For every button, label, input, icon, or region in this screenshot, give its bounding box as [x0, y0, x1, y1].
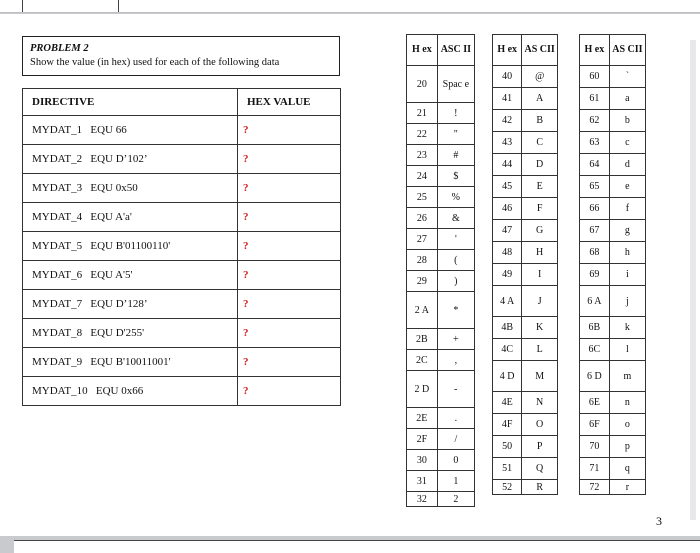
hex-code-cell: 4 D — [493, 361, 522, 392]
ascii-row — [580, 286, 646, 317]
hex-code-cell: 66 — [580, 198, 610, 220]
ascii-row — [407, 329, 475, 350]
hex-column-header: H ex — [407, 35, 438, 66]
ascii-row — [407, 187, 475, 208]
ascii-table-header — [580, 35, 646, 66]
hex-code-cell: 43 — [493, 132, 522, 154]
ascii-char-cell: E — [522, 176, 558, 198]
hex-code-cell: 6 D — [580, 361, 610, 392]
ascii-char-cell: / — [437, 429, 474, 450]
hex-value-cell: ? — [238, 377, 341, 406]
ascii-char-cell: R — [522, 480, 558, 495]
ascii-row — [493, 198, 558, 220]
ascii-char-cell: ) — [437, 271, 474, 292]
hex-code-cell: 71 — [580, 458, 610, 480]
ascii-char-cell: e — [609, 176, 645, 198]
hex-code-cell: 2 D — [407, 371, 438, 408]
hex-code-cell: 67 — [580, 220, 610, 242]
ascii-char-cell: 0 — [437, 450, 474, 471]
hex-code-cell: 40 — [493, 66, 522, 88]
hex-value-cell: ? — [238, 116, 341, 145]
ascii-char-cell: Q — [522, 458, 558, 480]
ascii-row — [580, 176, 646, 198]
directive-row — [23, 145, 341, 174]
hex-code-cell: 2E — [407, 408, 438, 429]
hex-code-cell: 42 — [493, 110, 522, 132]
ascii-char-cell: @ — [522, 66, 558, 88]
directive-column-header: DIRECTIVE — [23, 89, 238, 116]
ascii-row — [407, 350, 475, 371]
ascii-row — [580, 198, 646, 220]
hex-code-cell: 20 — [407, 66, 438, 103]
ascii-row — [407, 208, 475, 229]
hex-code-cell: 4E — [493, 392, 522, 414]
ascii-column-header: ASC II — [437, 35, 474, 66]
ascii-row — [407, 371, 475, 408]
ascii-row — [407, 271, 475, 292]
ascii-char-cell: b — [609, 110, 645, 132]
ascii-row — [580, 361, 646, 392]
ascii-row — [580, 480, 646, 495]
ascii-row — [407, 450, 475, 471]
ascii-char-cell: , — [437, 350, 474, 371]
ascii-char-cell: B — [522, 110, 558, 132]
ascii-char-cell: # — [437, 145, 474, 166]
hex-value-cell: ? — [238, 348, 341, 377]
hex-code-cell: 45 — [493, 176, 522, 198]
hex-code-cell: 23 — [407, 145, 438, 166]
ascii-table-3 — [579, 34, 646, 495]
hex-code-cell: 60 — [580, 66, 610, 88]
ascii-row — [493, 339, 558, 361]
directive-cell: MYDAT_3 EQU 0x50 — [23, 174, 238, 203]
ascii-row — [407, 408, 475, 429]
hex-value-cell: ? — [238, 232, 341, 261]
hex-code-cell: 41 — [493, 88, 522, 110]
ascii-char-cell: G — [522, 220, 558, 242]
hex-code-cell: 6 A — [580, 286, 610, 317]
directive-cell: MYDAT_7 EQU D’128’ — [23, 290, 238, 319]
ascii-column-header: AS CII — [609, 35, 645, 66]
ascii-char-cell: l — [609, 339, 645, 361]
directive-row — [23, 116, 341, 145]
ascii-row — [493, 286, 558, 317]
previous-page-rule — [22, 0, 23, 12]
ascii-row — [407, 229, 475, 250]
hex-code-cell: 50 — [493, 436, 522, 458]
ascii-char-cell: Spac e — [437, 66, 474, 103]
directive-cell: MYDAT_1 EQU 66 — [23, 116, 238, 145]
hex-code-cell: 4F — [493, 414, 522, 436]
ascii-char-cell: h — [609, 242, 645, 264]
hex-code-cell: 2 A — [407, 292, 438, 329]
ascii-row — [407, 292, 475, 329]
hex-code-cell: 26 — [407, 208, 438, 229]
problem-instruction: Show the value (in hex) used for each of the following data — [30, 57, 280, 68]
ascii-char-cell: L — [522, 339, 558, 361]
ascii-row — [493, 458, 558, 480]
ascii-row — [580, 242, 646, 264]
hex-code-cell: 44 — [493, 154, 522, 176]
previous-page-edge — [0, 0, 700, 13]
ascii-row — [407, 471, 475, 492]
hex-code-cell: 49 — [493, 264, 522, 286]
ascii-column-header: AS CII — [522, 35, 558, 66]
hex-code-cell: 24 — [407, 166, 438, 187]
problem-box — [22, 36, 340, 76]
ascii-row — [493, 176, 558, 198]
ascii-row — [493, 220, 558, 242]
hex-value-cell: ? — [238, 290, 341, 319]
ascii-row — [407, 166, 475, 187]
directive-cell: MYDAT_8 EQU D'255' — [23, 319, 238, 348]
ascii-row — [407, 66, 475, 103]
ascii-row — [580, 458, 646, 480]
hex-code-cell: 6B — [580, 317, 610, 339]
ascii-row — [407, 250, 475, 271]
ascii-char-cell: F — [522, 198, 558, 220]
previous-page-rule — [118, 0, 119, 12]
ascii-char-cell: H — [522, 242, 558, 264]
ascii-table-header — [407, 35, 475, 66]
hex-code-cell: 32 — [407, 492, 438, 507]
scrollbar-track[interactable] — [690, 40, 696, 520]
ascii-row — [580, 339, 646, 361]
hex-value-cell: ? — [238, 174, 341, 203]
ascii-char-cell: ` — [609, 66, 645, 88]
ascii-char-cell: ! — [437, 103, 474, 124]
ascii-char-cell: r — [609, 480, 645, 495]
directive-cell: MYDAT_4 EQU A'a' — [23, 203, 238, 232]
ascii-row — [580, 264, 646, 286]
hex-code-cell: 51 — [493, 458, 522, 480]
ascii-char-cell: . — [437, 408, 474, 429]
hex-column-header: H ex — [493, 35, 522, 66]
ascii-row — [493, 361, 558, 392]
hex-code-cell: 2C — [407, 350, 438, 371]
directive-table-body — [23, 116, 341, 406]
ascii-char-cell: q — [609, 458, 645, 480]
ascii-char-cell: A — [522, 88, 558, 110]
directive-cell: MYDAT_6 EQU A'5' — [23, 261, 238, 290]
hex-code-cell: 63 — [580, 132, 610, 154]
ascii-char-cell: ' — [437, 229, 474, 250]
ascii-row — [580, 110, 646, 132]
ascii-char-cell: n — [609, 392, 645, 414]
ascii-char-cell: I — [522, 264, 558, 286]
ascii-char-cell: p — [609, 436, 645, 458]
ascii-char-cell: O — [522, 414, 558, 436]
ascii-char-cell: a — [609, 88, 645, 110]
hex-column-header: H ex — [580, 35, 610, 66]
ascii-row — [493, 414, 558, 436]
ascii-row — [493, 110, 558, 132]
ascii-row — [407, 103, 475, 124]
hex-code-cell: 46 — [493, 198, 522, 220]
ascii-row — [580, 88, 646, 110]
ascii-row — [407, 124, 475, 145]
directive-cell: MYDAT_5 EQU B'01100110' — [23, 232, 238, 261]
ascii-row — [580, 414, 646, 436]
ascii-char-cell: J — [522, 286, 558, 317]
ascii-row — [493, 436, 558, 458]
ascii-table-1 — [406, 34, 475, 507]
directive-row — [23, 232, 341, 261]
hex-value-cell: ? — [238, 261, 341, 290]
ascii-row — [493, 264, 558, 286]
ascii-row — [580, 317, 646, 339]
directive-cell: MYDAT_10 EQU 0x66 — [23, 377, 238, 406]
hex-code-cell: 47 — [493, 220, 522, 242]
hex-code-cell: 65 — [580, 176, 610, 198]
hex-code-cell: 4C — [493, 339, 522, 361]
hex-code-cell: 68 — [580, 242, 610, 264]
hex-code-cell: 61 — [580, 88, 610, 110]
ascii-char-cell: 2 — [437, 492, 474, 507]
ascii-row — [580, 132, 646, 154]
ascii-row — [493, 392, 558, 414]
ascii-row — [407, 429, 475, 450]
ascii-row — [493, 480, 558, 495]
ascii-row — [580, 154, 646, 176]
ascii-char-cell: C — [522, 132, 558, 154]
ascii-char-cell: N — [522, 392, 558, 414]
directive-cell: MYDAT_2 EQU D’102’ — [23, 145, 238, 174]
hex-code-cell: 6E — [580, 392, 610, 414]
hex-value-cell: ? — [238, 203, 341, 232]
ascii-char-cell: M — [522, 361, 558, 392]
directive-row — [23, 174, 341, 203]
hex-value-cell: ? — [238, 319, 341, 348]
hex-code-cell: 2F — [407, 429, 438, 450]
hex-value-cell: ? — [238, 145, 341, 174]
ascii-char-cell: i — [609, 264, 645, 286]
ascii-char-cell: d — [609, 154, 645, 176]
hex-code-cell: 4 A — [493, 286, 522, 317]
directive-row — [23, 261, 341, 290]
ascii-char-cell: j — [609, 286, 645, 317]
directive-cell: MYDAT_9 EQU B'10011001' — [23, 348, 238, 377]
ascii-char-cell: " — [437, 124, 474, 145]
ascii-row — [580, 436, 646, 458]
hex-code-cell: 22 — [407, 124, 438, 145]
hex-code-cell: 25 — [407, 187, 438, 208]
directive-table-header — [23, 89, 341, 116]
ascii-row — [493, 242, 558, 264]
next-page-edge — [14, 540, 700, 553]
ascii-char-cell: f — [609, 198, 645, 220]
directive-row — [23, 290, 341, 319]
hex-code-cell: 28 — [407, 250, 438, 271]
directive-row — [23, 348, 341, 377]
directive-row — [23, 203, 341, 232]
hex-code-cell: 48 — [493, 242, 522, 264]
hex-code-cell: 52 — [493, 480, 522, 495]
hex-code-cell: 72 — [580, 480, 610, 495]
ascii-row — [580, 220, 646, 242]
ascii-char-cell: c — [609, 132, 645, 154]
hex-code-cell: 62 — [580, 110, 610, 132]
directive-row — [23, 319, 341, 348]
ascii-char-cell: 1 — [437, 471, 474, 492]
ascii-char-cell: + — [437, 329, 474, 350]
ascii-char-cell: % — [437, 187, 474, 208]
hex-code-cell: 6F — [580, 414, 610, 436]
ascii-char-cell: g — [609, 220, 645, 242]
ascii-char-cell: - — [437, 371, 474, 408]
ascii-row — [493, 66, 558, 88]
hex-code-cell: 6C — [580, 339, 610, 361]
hex-code-cell: 4B — [493, 317, 522, 339]
hex-code-cell: 27 — [407, 229, 438, 250]
hex-code-cell: 21 — [407, 103, 438, 124]
ascii-char-cell: $ — [437, 166, 474, 187]
ascii-row — [580, 66, 646, 88]
page-number: 3 — [656, 514, 662, 528]
ascii-row — [493, 317, 558, 339]
ascii-char-cell: & — [437, 208, 474, 229]
hex-value-column-header: HEX VALUE — [238, 89, 341, 116]
ascii-char-cell: m — [609, 361, 645, 392]
hex-code-cell: 64 — [580, 154, 610, 176]
ascii-row — [493, 154, 558, 176]
ascii-char-cell: * — [437, 292, 474, 329]
ascii-row — [407, 145, 475, 166]
ascii-row — [407, 492, 475, 507]
ascii-table-header — [493, 35, 558, 66]
hex-code-cell: 69 — [580, 264, 610, 286]
directive-table — [22, 88, 341, 406]
hex-code-cell: 70 — [580, 436, 610, 458]
ascii-char-cell: k — [609, 317, 645, 339]
ascii-char-cell: D — [522, 154, 558, 176]
ascii-table-2 — [492, 34, 558, 495]
hex-code-cell: 2B — [407, 329, 438, 350]
directive-row — [23, 377, 341, 406]
ascii-char-cell: K — [522, 317, 558, 339]
ascii-char-cell: ( — [437, 250, 474, 271]
hex-code-cell: 29 — [407, 271, 438, 292]
hex-code-cell: 31 — [407, 471, 438, 492]
ascii-row — [580, 392, 646, 414]
ascii-char-cell: P — [522, 436, 558, 458]
ascii-row — [493, 88, 558, 110]
ascii-char-cell: o — [609, 414, 645, 436]
ascii-row — [493, 132, 558, 154]
hex-code-cell: 30 — [407, 450, 438, 471]
problem-title: PROBLEM 2 — [30, 43, 89, 54]
